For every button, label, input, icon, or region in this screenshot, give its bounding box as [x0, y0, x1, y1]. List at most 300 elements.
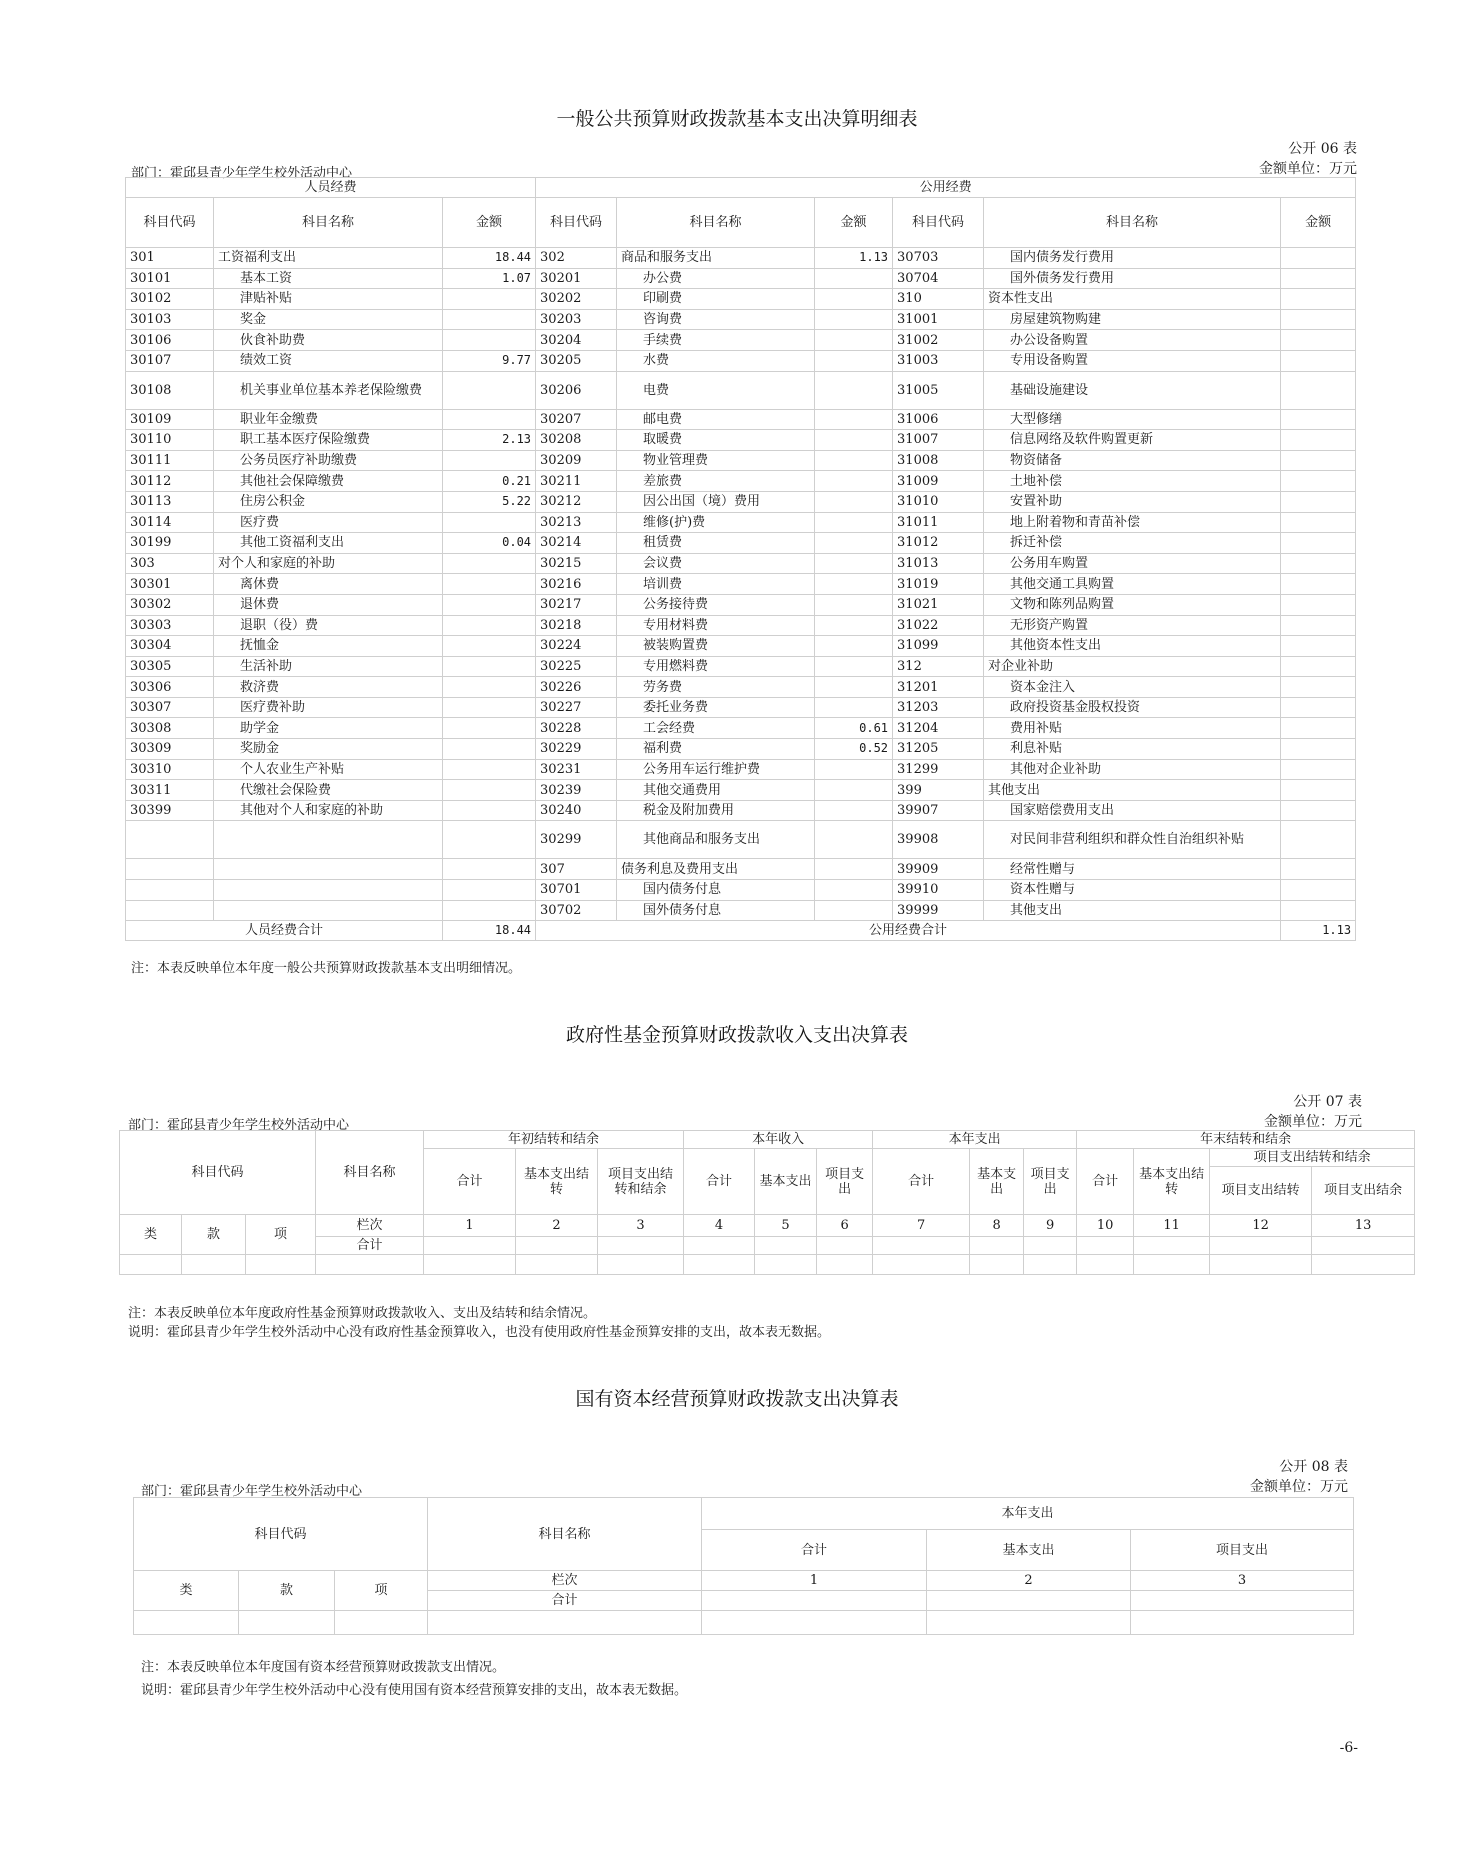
t06-cell-code: 30108: [126, 371, 214, 409]
t06-cell-code: 30111: [126, 450, 214, 471]
t06-cell-amount: 5.22: [443, 491, 536, 512]
t06-cell-code: 399: [893, 780, 984, 801]
t06-cell-amount: 18.44: [443, 248, 536, 269]
table-row: [126, 594, 1356, 615]
t06-cell-code: 31299: [893, 759, 984, 780]
t06-cell-name: 办公费: [617, 268, 815, 289]
t06-cell-name: 无形资产购置: [984, 615, 1281, 636]
t06-cell-name: [214, 900, 443, 921]
t06-cell-amount: [1281, 350, 1356, 371]
t07-header-total: 合计: [424, 1149, 516, 1215]
t06-cell-amount: 0.52: [815, 739, 893, 760]
t08-table: [133, 1497, 1354, 1635]
t06-dept: 部门：霍邱县青少年学生校外活动中心: [131, 166, 353, 181]
t06-cell-code: 30199: [126, 533, 214, 554]
t06-cell-code: 30306: [126, 677, 214, 698]
t06-cell-amount: [1281, 371, 1356, 409]
t06-cell-name: [214, 821, 443, 859]
t06-cell-amount: [443, 371, 536, 409]
t06-group-personnel: 人员经费: [126, 178, 536, 198]
t07-group-end: 年末结转和结余: [1077, 1131, 1415, 1149]
t07-col-num: 11: [1134, 1215, 1210, 1237]
t06-cell-amount: [1281, 409, 1356, 430]
t06-cell-code: 30107: [126, 350, 214, 371]
table-row: [126, 409, 1356, 430]
t06-cell-code: 31201: [893, 677, 984, 698]
t06-cell-code: 30207: [536, 409, 617, 430]
t06-cell-code: 31009: [893, 471, 984, 492]
table-row: [126, 880, 1356, 901]
t06-note: 注：本表反映单位本年度一般公共预算财政拨款基本支出明细情况。: [131, 961, 522, 976]
t06-cell-name: 公务用车运行维护费: [617, 759, 815, 780]
t07-header-basic-carry: 基本支出结转: [516, 1149, 598, 1215]
t08-col-num: 3: [1131, 1571, 1354, 1591]
t08-header-lanci: 栏次: [428, 1571, 702, 1591]
t06-cell-amount: [815, 350, 893, 371]
t06-cell-amount: [815, 759, 893, 780]
t06-cell-code: 30202: [536, 289, 617, 310]
table-row: [126, 330, 1356, 351]
t06-cell-name: 基本工资: [214, 268, 443, 289]
t06-cell-code: 30211: [536, 471, 617, 492]
t06-cell-code: 30203: [536, 309, 617, 330]
t07-code: 公开 07 表: [1293, 1094, 1362, 1110]
t06-cell-code: 30102: [126, 289, 214, 310]
t07-header-lanci: 栏次: [316, 1215, 424, 1237]
t06-cell-amount: [443, 759, 536, 780]
t06-cell-amount: [443, 880, 536, 901]
t06-cell-amount: [815, 471, 893, 492]
t06-cell-name: 国外债务发行费用: [984, 268, 1281, 289]
t06-table: [125, 177, 1356, 941]
t06-cell-name: 其他交通工具购置: [984, 574, 1281, 595]
t06-cell-name: [214, 880, 443, 901]
t06-cell-name: 工资福利支出: [214, 248, 443, 269]
t06-cell-code: 39910: [893, 880, 984, 901]
t06-cell-amount: [1281, 248, 1356, 269]
t06-cell-amount: [443, 636, 536, 657]
t06-cell-name: 电费: [617, 371, 815, 409]
t08-header-lei: 类: [134, 1571, 239, 1611]
t06-cell-code: 310: [893, 289, 984, 310]
t06-total-public-label: 公用经费合计: [536, 921, 1281, 941]
t06-cell-name: 利息补贴: [984, 739, 1281, 760]
t06-cell-name: 专用设备购置: [984, 350, 1281, 371]
t06-cell-amount: [443, 330, 536, 351]
t06-cell-code: 31007: [893, 430, 984, 451]
t06-cell-amount: [1281, 471, 1356, 492]
t06-cell-name: 手续费: [617, 330, 815, 351]
t06-cell-name: 税金及附加费用: [617, 800, 815, 821]
t06-cell-name: 奖励金: [214, 739, 443, 760]
table-row: [126, 900, 1356, 921]
t06-header-amount: 金额: [1281, 198, 1356, 248]
t06-cell-code: 39909: [893, 859, 984, 880]
t06-cell-code: 30301: [126, 574, 214, 595]
t06-cell-amount: [1281, 512, 1356, 533]
t06-cell-name: 其他商品和服务支出: [617, 821, 815, 859]
t06-header-code: 科目代码: [126, 198, 214, 248]
t06-cell-code: 30399: [126, 800, 214, 821]
t06-cell-name: 国外债务付息: [617, 900, 815, 921]
t06-cell-name: 被装购置费: [617, 636, 815, 657]
table-row: [126, 677, 1356, 698]
t06-cell-amount: [1281, 697, 1356, 718]
t06-cell-code: 31001: [893, 309, 984, 330]
t06-cell-amount: [443, 859, 536, 880]
t06-cell-name: 信息网络及软件购置更新: [984, 430, 1281, 451]
t06-cell-code: 30208: [536, 430, 617, 451]
t06-cell-code: 31019: [893, 574, 984, 595]
t06-cell-code: 31022: [893, 615, 984, 636]
t06-cell-code: 31008: [893, 450, 984, 471]
t06-cell-code: 30215: [536, 553, 617, 574]
t06-total-public-value: 1.13: [1281, 921, 1356, 941]
t07-header-proj-carry2: 项目支出结转: [1210, 1167, 1312, 1215]
t06-cell-name: 职工基本医疗保险缴费: [214, 430, 443, 451]
t06-cell-amount: [815, 574, 893, 595]
t08-desc: 说明：霍邱县青少年学生校外活动中心没有使用国有资本经营预算安排的支出，故本表无数据。: [141, 1683, 688, 1698]
t06-cell-amount: [815, 780, 893, 801]
t06-cell-name: 其他交通费用: [617, 780, 815, 801]
t06-cell-name: 差旅费: [617, 471, 815, 492]
t06-cell-name: 其他社会保障缴费: [214, 471, 443, 492]
t06-cell-amount: [815, 512, 893, 533]
t06-cell-code: 30702: [536, 900, 617, 921]
t06-cell-amount: [1281, 800, 1356, 821]
t06-cell-amount: [443, 553, 536, 574]
t06-cell-code: 30201: [536, 268, 617, 289]
t06-cell-name: 其他支出: [984, 900, 1281, 921]
t06-cell-amount: [1281, 656, 1356, 677]
table-row: [126, 800, 1356, 821]
t06-cell-name: 对个人和家庭的补助: [214, 553, 443, 574]
t07-header-kuan: 款: [182, 1215, 246, 1255]
t06-cell-amount: [815, 553, 893, 574]
t06-cell-code: 30239: [536, 780, 617, 801]
t06-cell-name: 奖金: [214, 309, 443, 330]
t08-header-kuan: 款: [239, 1571, 335, 1611]
t06-cell-amount: 9.77: [443, 350, 536, 371]
table-row: [126, 371, 1356, 409]
t08-header-proj: 项目支出: [1131, 1530, 1354, 1571]
t06-cell-amount: [815, 677, 893, 698]
table-row: [126, 615, 1356, 636]
t06-cell-amount: [1281, 289, 1356, 310]
t07-col-num: 8: [970, 1215, 1024, 1237]
t06-cell-code: 301: [126, 248, 214, 269]
t08-note: 注：本表反映单位本年度国有资本经营预算财政拨款支出情况。: [141, 1660, 506, 1675]
t06-cell-code: 30310: [126, 759, 214, 780]
t06-cell-name: 其他对个人和家庭的补助: [214, 800, 443, 821]
t06-cell-amount: [1281, 859, 1356, 880]
t06-cell-name: 个人农业生产补贴: [214, 759, 443, 780]
table-row: [126, 553, 1356, 574]
t06-cell-name: 费用补贴: [984, 718, 1281, 739]
t06-cell-name: 劳务费: [617, 677, 815, 698]
t06-cell-code: 30226: [536, 677, 617, 698]
table-row: [126, 471, 1356, 492]
t06-cell-amount: [1281, 780, 1356, 801]
t06-cell-code: 30299: [536, 821, 617, 859]
t07-header-basic-carry: 基本支出结转: [1134, 1149, 1210, 1215]
table-row: [126, 656, 1356, 677]
t06-cell-amount: [1281, 739, 1356, 760]
t06-cell-amount: [815, 697, 893, 718]
t06-header-amount: 金额: [443, 198, 536, 248]
t06-cell-amount: [443, 309, 536, 330]
t06-cell-name: [214, 859, 443, 880]
t06-cell-code: 30106: [126, 330, 214, 351]
t06-cell-amount: [815, 615, 893, 636]
t07-col-num: 1: [424, 1215, 516, 1237]
t07-col-num: 7: [873, 1215, 970, 1237]
t06-total-personnel-label: 人员经费合计: [126, 921, 443, 941]
t06-cell-amount: [815, 533, 893, 554]
t06-cell-name: 对企业补助: [984, 656, 1281, 677]
t06-cell-name: 工会经费: [617, 718, 815, 739]
t07-col-num: 13: [1312, 1215, 1415, 1237]
table-row: [126, 533, 1356, 554]
t06-cell-name: 伙食补助费: [214, 330, 443, 351]
t07-header-proj-surplus: 项目支出结余: [1312, 1167, 1415, 1215]
t06-cell-code: 30309: [126, 739, 214, 760]
t06-cell-code: 31006: [893, 409, 984, 430]
t06-cell-amount: [1281, 268, 1356, 289]
t06-cell-name: 退休费: [214, 594, 443, 615]
t06-header-name: 科目名称: [617, 198, 815, 248]
t06-cell-amount: [815, 880, 893, 901]
t06-cell-code: [126, 880, 214, 901]
t06-cell-amount: [1281, 677, 1356, 698]
t07-col-num: 12: [1210, 1215, 1312, 1237]
t06-cell-code: 30228: [536, 718, 617, 739]
table-row: [126, 430, 1356, 451]
t06-cell-name: 专用材料费: [617, 615, 815, 636]
table-row: [126, 491, 1356, 512]
t06-cell-amount: [443, 821, 536, 859]
t06-cell-name: 商品和服务支出: [617, 248, 815, 269]
t06-cell-amount: [815, 330, 893, 351]
t06-cell-code: 31203: [893, 697, 984, 718]
t06-cell-code: 30240: [536, 800, 617, 821]
table-row: [126, 350, 1356, 371]
t06-cell-code: 30112: [126, 471, 214, 492]
table-row: [126, 574, 1356, 595]
t06-cell-name: 医疗费补助: [214, 697, 443, 718]
t08-header-total: 合计: [702, 1530, 927, 1571]
t06-cell-name: 房屋建筑物购建: [984, 309, 1281, 330]
t07-group-expense: 本年支出: [873, 1131, 1077, 1149]
t06-cell-amount: [1281, 636, 1356, 657]
table-row: [126, 512, 1356, 533]
t08-header-name: 科目名称: [428, 1498, 702, 1571]
t06-cell-name: 离休费: [214, 574, 443, 595]
t06-cell-name: 公务用车购置: [984, 553, 1281, 574]
t06-cell-code: 30216: [536, 574, 617, 595]
t06-cell-name: 印刷费: [617, 289, 815, 310]
t07-group-begin: 年初结转和结余: [424, 1131, 684, 1149]
t07-col-num: 4: [684, 1215, 755, 1237]
t06-cell-amount: [815, 656, 893, 677]
t06-cell-amount: [1281, 594, 1356, 615]
t06-cell-amount: [815, 859, 893, 880]
t06-cell-name: 培训费: [617, 574, 815, 595]
t06-cell-code: 31012: [893, 533, 984, 554]
t06-cell-code: 302: [536, 248, 617, 269]
t06-cell-code: 30205: [536, 350, 617, 371]
t06-cell-code: [126, 900, 214, 921]
t06-cell-amount: [443, 615, 536, 636]
t07-col-num: 6: [817, 1215, 873, 1237]
t06-header-amount: 金额: [815, 198, 893, 248]
t06-cell-code: 30206: [536, 371, 617, 409]
t06-cell-amount: [815, 430, 893, 451]
t06-cell-code: 30101: [126, 268, 214, 289]
t06-cell-code: 30103: [126, 309, 214, 330]
t06-cell-name: 生活补助: [214, 656, 443, 677]
t06-cell-code: 39907: [893, 800, 984, 821]
t06-total-row: [126, 921, 1356, 941]
t08-col-num: 1: [702, 1571, 927, 1591]
t06-cell-amount: [1281, 330, 1356, 351]
t06-cell-name: 医疗费: [214, 512, 443, 533]
t08-header-heji: 合计: [428, 1591, 702, 1611]
t06-header-name: 科目名称: [984, 198, 1281, 248]
t06-cell-code: 30704: [893, 268, 984, 289]
t07-col-num: 2: [516, 1215, 598, 1237]
t06-cell-name: 公务接待费: [617, 594, 815, 615]
t07-group-income: 本年收入: [684, 1131, 873, 1149]
t06-cell-amount: [443, 656, 536, 677]
t06-cell-name: 经常性赠与: [984, 859, 1281, 880]
t07-header-lei: 类: [120, 1215, 182, 1255]
t06-cell-name: 取暖费: [617, 430, 815, 451]
t06-cell-name: 维修(护)费: [617, 512, 815, 533]
t08-code: 公开 08 表: [1279, 1459, 1348, 1475]
t06-cell-code: [126, 859, 214, 880]
t06-cell-code: 31013: [893, 553, 984, 574]
page-number: -6-: [1339, 1740, 1358, 1756]
t07-header-heji: 合计: [316, 1237, 424, 1255]
t06-cell-amount: [443, 780, 536, 801]
t06-unit: 金额单位：万元: [1259, 161, 1357, 177]
t06-cell-code: 30217: [536, 594, 617, 615]
t06-cell-name: 国内债务发行费用: [984, 248, 1281, 269]
t07-header-total: 合计: [1077, 1149, 1134, 1215]
table-row: [126, 759, 1356, 780]
t06-cell-name: 住房公积金: [214, 491, 443, 512]
table-row: [126, 636, 1356, 657]
t06-cell-name: 福利费: [617, 739, 815, 760]
t06-cell-amount: [815, 800, 893, 821]
t06-cell-code: 30303: [126, 615, 214, 636]
t06-cell-amount: [1281, 450, 1356, 471]
t06-cell-name: 安置补助: [984, 491, 1281, 512]
t06-cell-code: 30311: [126, 780, 214, 801]
t06-cell-amount: 1.07: [443, 268, 536, 289]
t06-cell-amount: [815, 821, 893, 859]
t06-cell-code: 303: [126, 553, 214, 574]
t06-cell-amount: [815, 371, 893, 409]
t07-header-proj: 项目支出: [817, 1149, 873, 1215]
t07-group-end-sub: 项目支出结转和结余: [1210, 1149, 1415, 1167]
t07-header-proj: 项目支出: [1024, 1149, 1077, 1215]
t06-cell-amount: [815, 289, 893, 310]
t06-cell-code: 30302: [126, 594, 214, 615]
t06-cell-code: 39999: [893, 900, 984, 921]
t08-group-expense: 本年支出: [702, 1498, 1354, 1530]
t06-cell-amount: [443, 718, 536, 739]
t06-cell-name: 拆迁补偿: [984, 533, 1281, 554]
t06-cell-amount: [443, 677, 536, 698]
t07-note: 注：本表反映单位本年度政府性基金预算财政拨款收入、支出及结转和结余情况。: [128, 1306, 597, 1321]
t06-cell-name: 债务利息及费用支出: [617, 859, 815, 880]
t06-cell-name: 文物和陈列品购置: [984, 594, 1281, 615]
t06-cell-name: 政府投资基金股权投资: [984, 697, 1281, 718]
table-row: [126, 309, 1356, 330]
t06-cell-name: 地上附着物和青苗补偿: [984, 512, 1281, 533]
t06-cell-amount: [1281, 880, 1356, 901]
t07-header-basic: 基本支出: [970, 1149, 1024, 1215]
t06-cell-amount: [815, 409, 893, 430]
t06-cell-amount: [815, 450, 893, 471]
t06-cell-amount: [1281, 491, 1356, 512]
t08-col-num: 2: [927, 1571, 1131, 1591]
t06-cell-amount: [1281, 615, 1356, 636]
table-row: [126, 450, 1356, 471]
t06-cell-amount: 0.21: [443, 471, 536, 492]
t06-cell-name: 基础设施建设: [984, 371, 1281, 409]
t06-cell-name: 国家赔偿费用支出: [984, 800, 1281, 821]
t06-cell-amount: [815, 636, 893, 657]
t06-cell-amount: [1281, 309, 1356, 330]
t06-header-code: 科目代码: [536, 198, 617, 248]
t06-cell-code: 30304: [126, 636, 214, 657]
t06-cell-name: 专用燃料费: [617, 656, 815, 677]
t06-cell-name: 资本性支出: [984, 289, 1281, 310]
table-row: [126, 718, 1356, 739]
table-row: [126, 248, 1356, 269]
t06-cell-name: 物资储备: [984, 450, 1281, 471]
t06-cell-code: 307: [536, 859, 617, 880]
t06-cell-name: 委托业务费: [617, 697, 815, 718]
t06-cell-name: 邮电费: [617, 409, 815, 430]
table-row: [126, 268, 1356, 289]
t06-cell-amount: [815, 491, 893, 512]
t06-cell-code: 30227: [536, 697, 617, 718]
t07-header-proj-carry: 项目支出结转和结余: [598, 1149, 684, 1215]
t06-cell-amount: [1281, 718, 1356, 739]
t06-cell-name: 退职（役）费: [214, 615, 443, 636]
t07-header-total: 合计: [873, 1149, 970, 1215]
t06-cell-amount: [815, 594, 893, 615]
t06-cell-name: 其他工资福利支出: [214, 533, 443, 554]
t06-cell-code: 31099: [893, 636, 984, 657]
t06-cell-code: 30110: [126, 430, 214, 451]
t08-header-xiang: 项: [335, 1571, 428, 1611]
t06-cell-code: 31021: [893, 594, 984, 615]
t06-cell-amount: [443, 574, 536, 595]
t06-cell-name: 对民间非营利组织和群众性自治组织补贴: [984, 821, 1281, 859]
t06-cell-amount: [443, 900, 536, 921]
t07-table: [119, 1130, 1415, 1275]
t06-cell-name: 公务员医疗补助缴费: [214, 450, 443, 471]
t06-cell-amount: [443, 450, 536, 471]
t06-cell-code: 31011: [893, 512, 984, 533]
t06-cell-amount: [1281, 821, 1356, 859]
t06-cell-amount: [1281, 900, 1356, 921]
